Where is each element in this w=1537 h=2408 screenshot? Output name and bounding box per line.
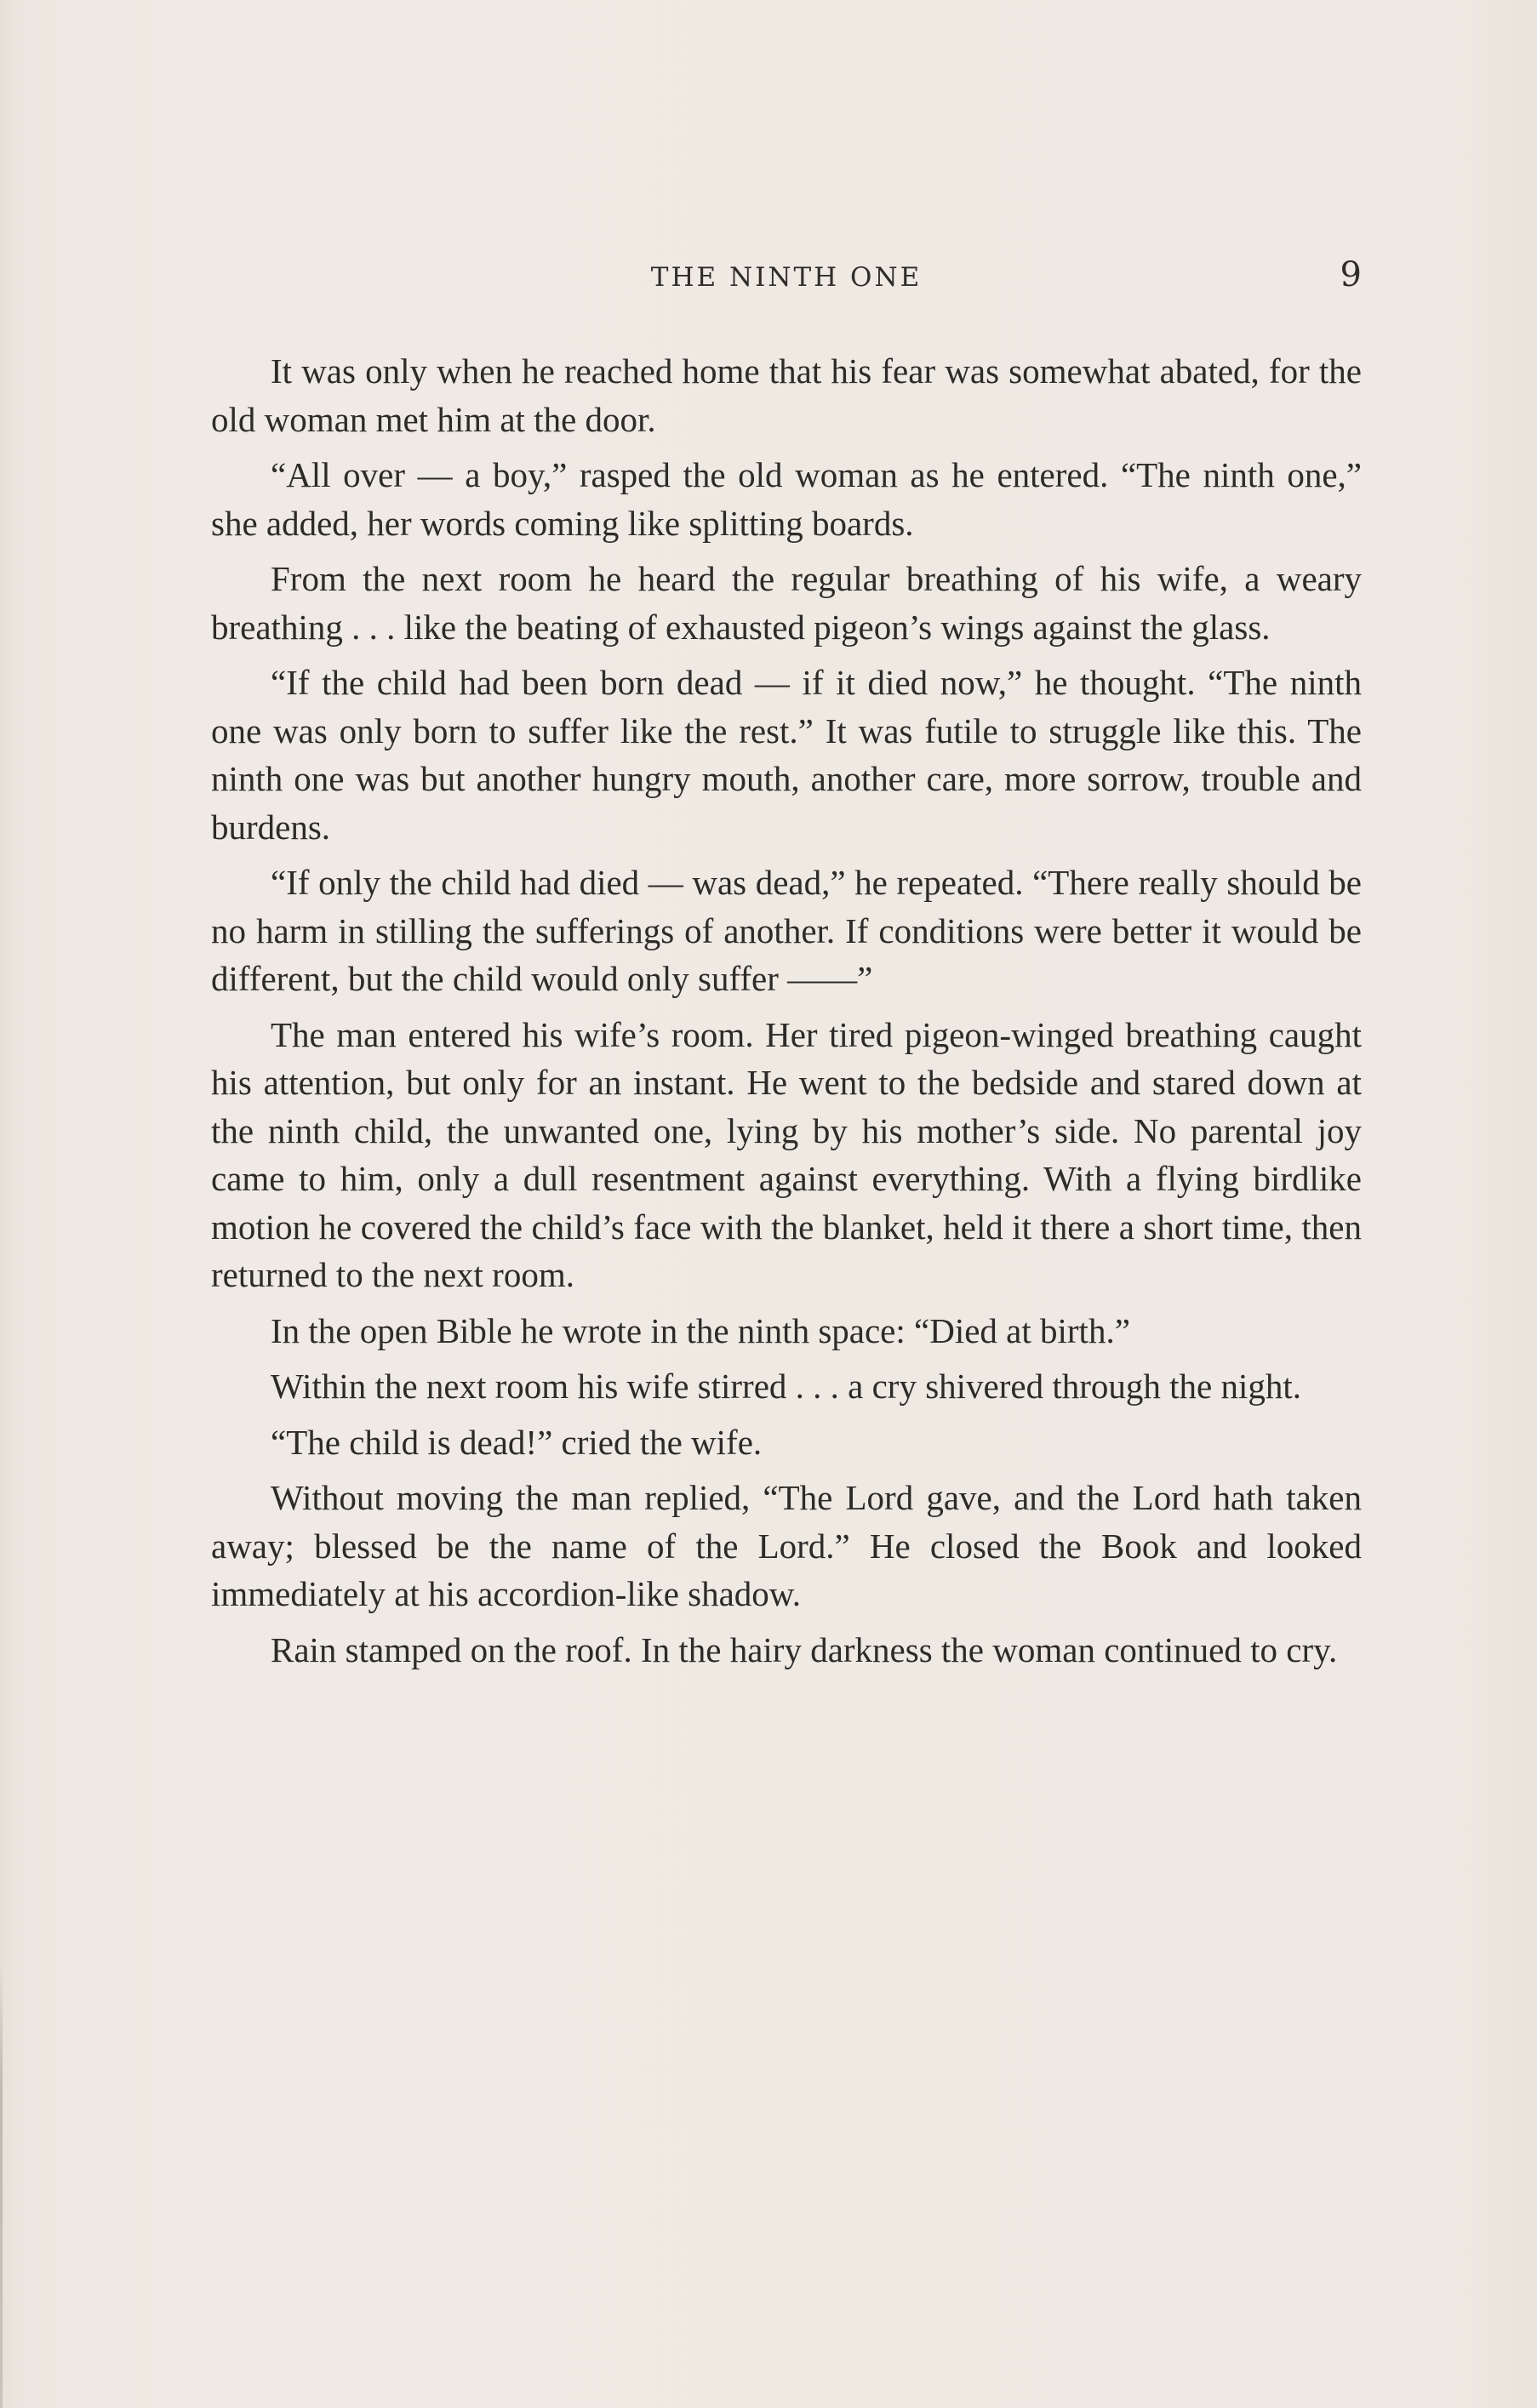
paragraph: In the open Bible he wrote in the ninth space: “Died at birth.” [271,1310,1130,1350]
paragraph: “All over — a boy,” rasped the old woman as he entered. “The ninth one,” she added, her words coming like splitting boards. [211,455,1362,543]
page-number: 9 [1340,255,1362,294]
paragraph: Without moving the man replied, “The Lord gave, and the Lord hath taken away; blessed be the name of the Lord.” He closed the Book and looked immediately at his accordion-like shadow. [211,1478,1362,1613]
running-head: THE NINTH ONE [650,262,923,293]
paragraph: The man entered his wife’s room. Her tired pigeon-winged breathing caught his attention, but only for an instant. He went to the bedside and stared down at the ninth child, the unwanted one, lying by his mother’s side. No parental joy came to him, only a dull resentment against everything. With a flying birdlike motion he covered the child’s face with the blanket, held it there a short time, then returned to the next room. [211,1014,1362,1294]
paragraph: “The child is dead!” cried the wife. [271,1422,763,1462]
body-text [211,347,1362,1681]
page-header [211,255,1362,306]
paragraph: Rain stamped on the roof. In the hairy darkness the woman continued to cry. [271,1629,1338,1669]
paragraph: It was only when he reached home that his fear was somewhat abated, for the old woman met him at the door. [211,351,1362,439]
paragraph: From the next room he heard the regular breathing of his wife, a weary breathing . . . like the beating of exhausted pigeon’s wings against the glass. [211,559,1362,647]
page-edge-shadow [0,1957,3,2408]
paragraph: Within the next room his wife stirred . . . a cry shivered through the night. [271,1367,1302,1406]
paragraph: “If the child had been born dead — if it died now,” he thought. “The ninth one was only born to suffer like the rest.” It was futile to struggle like this. The ninth one was but another hungry mouth, another care, more sorrow, trouble and burdens. [211,663,1362,847]
paragraph: “If only the child had died — was dead,” he repeated. “There really should be no harm in stilling the sufferings of another. If conditions were better it would be different, but the child would only suffer ——” [211,863,1362,998]
